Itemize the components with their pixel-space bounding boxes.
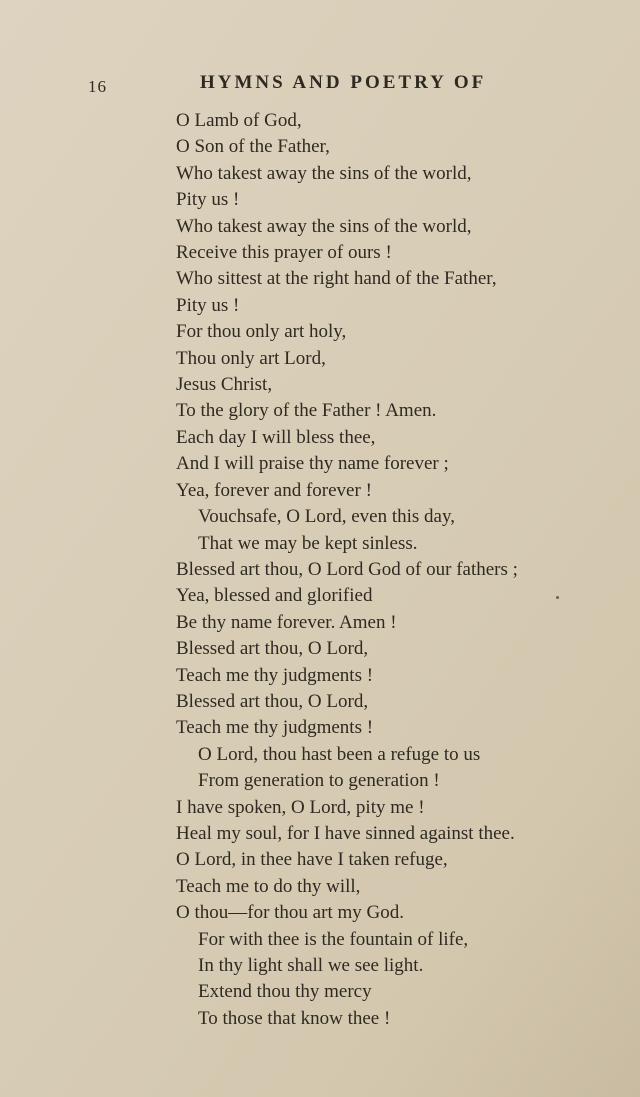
poem-line: O Lord, in thee have I taken refuge, bbox=[176, 849, 448, 871]
poem-line: And I will praise thy name forever ; bbox=[176, 453, 449, 475]
poem-line: Extend thou thy mercy bbox=[198, 981, 372, 1003]
poem-line: To the glory of the Father ! Amen. bbox=[176, 400, 437, 422]
paper-speck bbox=[556, 596, 559, 599]
poem-line: I have spoken, O Lord, pity me ! bbox=[176, 796, 425, 818]
poem-line: Thou only art Lord, bbox=[176, 347, 326, 369]
poem-line: For thou only art holy, bbox=[176, 321, 347, 343]
poem-line: Who sittest at the right hand of the Father, bbox=[176, 268, 497, 290]
poem-line: Receive this prayer of ours ! bbox=[176, 242, 392, 264]
poem-line: O Lamb of God, bbox=[176, 110, 302, 131]
poem-line: Jesus Christ, bbox=[176, 374, 273, 396]
poem-line: Each day I will bless thee, bbox=[176, 426, 376, 448]
page-number: 16 bbox=[88, 77, 107, 96]
poem-line: For with thee is the fountain of life, bbox=[198, 928, 469, 950]
poem-line: Who takest away the sins of the world, bbox=[176, 162, 472, 184]
poem-line: O thou—for thou art my God. bbox=[176, 902, 404, 924]
poem-line: To those that know thee ! bbox=[198, 1007, 391, 1029]
poem-line: From generation to generation ! bbox=[198, 770, 440, 792]
poem-line: O Lord, thou hast been a refuge to us bbox=[198, 743, 481, 765]
poem-line: O Son of the Father, bbox=[176, 136, 330, 158]
poem-line: Pity us ! bbox=[176, 189, 240, 211]
poem-line: Who takest away the sins of the world, bbox=[176, 215, 472, 237]
poem-line: In thy light shall we see light. bbox=[198, 955, 424, 976]
poem-line: Teach me thy judgments ! bbox=[176, 664, 374, 686]
poem-line: Be thy name forever. Amen ! bbox=[176, 611, 397, 633]
running-title: HYMNS AND POETRY OF bbox=[200, 72, 487, 93]
poem-line: Heal my soul, for I have sinned against thee. bbox=[176, 822, 515, 844]
poem-line: Teach me to do thy will, bbox=[176, 875, 361, 897]
poem-line: That we may be kept sinless. bbox=[198, 532, 418, 554]
poem-body bbox=[176, 108, 616, 1032]
poem-line: Vouchsafe, O Lord, even this day, bbox=[198, 506, 455, 528]
poem-line: Blessed art thou, O Lord God of our fathers ; bbox=[176, 558, 518, 580]
poem-line: Yea, forever and forever ! bbox=[176, 479, 372, 501]
page-header bbox=[0, 72, 640, 102]
poem-line: Blessed art thou, O Lord, bbox=[176, 638, 369, 660]
poem-line: Blessed art thou, O Lord, bbox=[176, 690, 369, 712]
poem-line: Teach me thy judgments ! bbox=[176, 717, 374, 739]
poem-line: Yea, blessed and glorified bbox=[176, 585, 373, 607]
poem-line: Pity us ! bbox=[176, 294, 240, 316]
